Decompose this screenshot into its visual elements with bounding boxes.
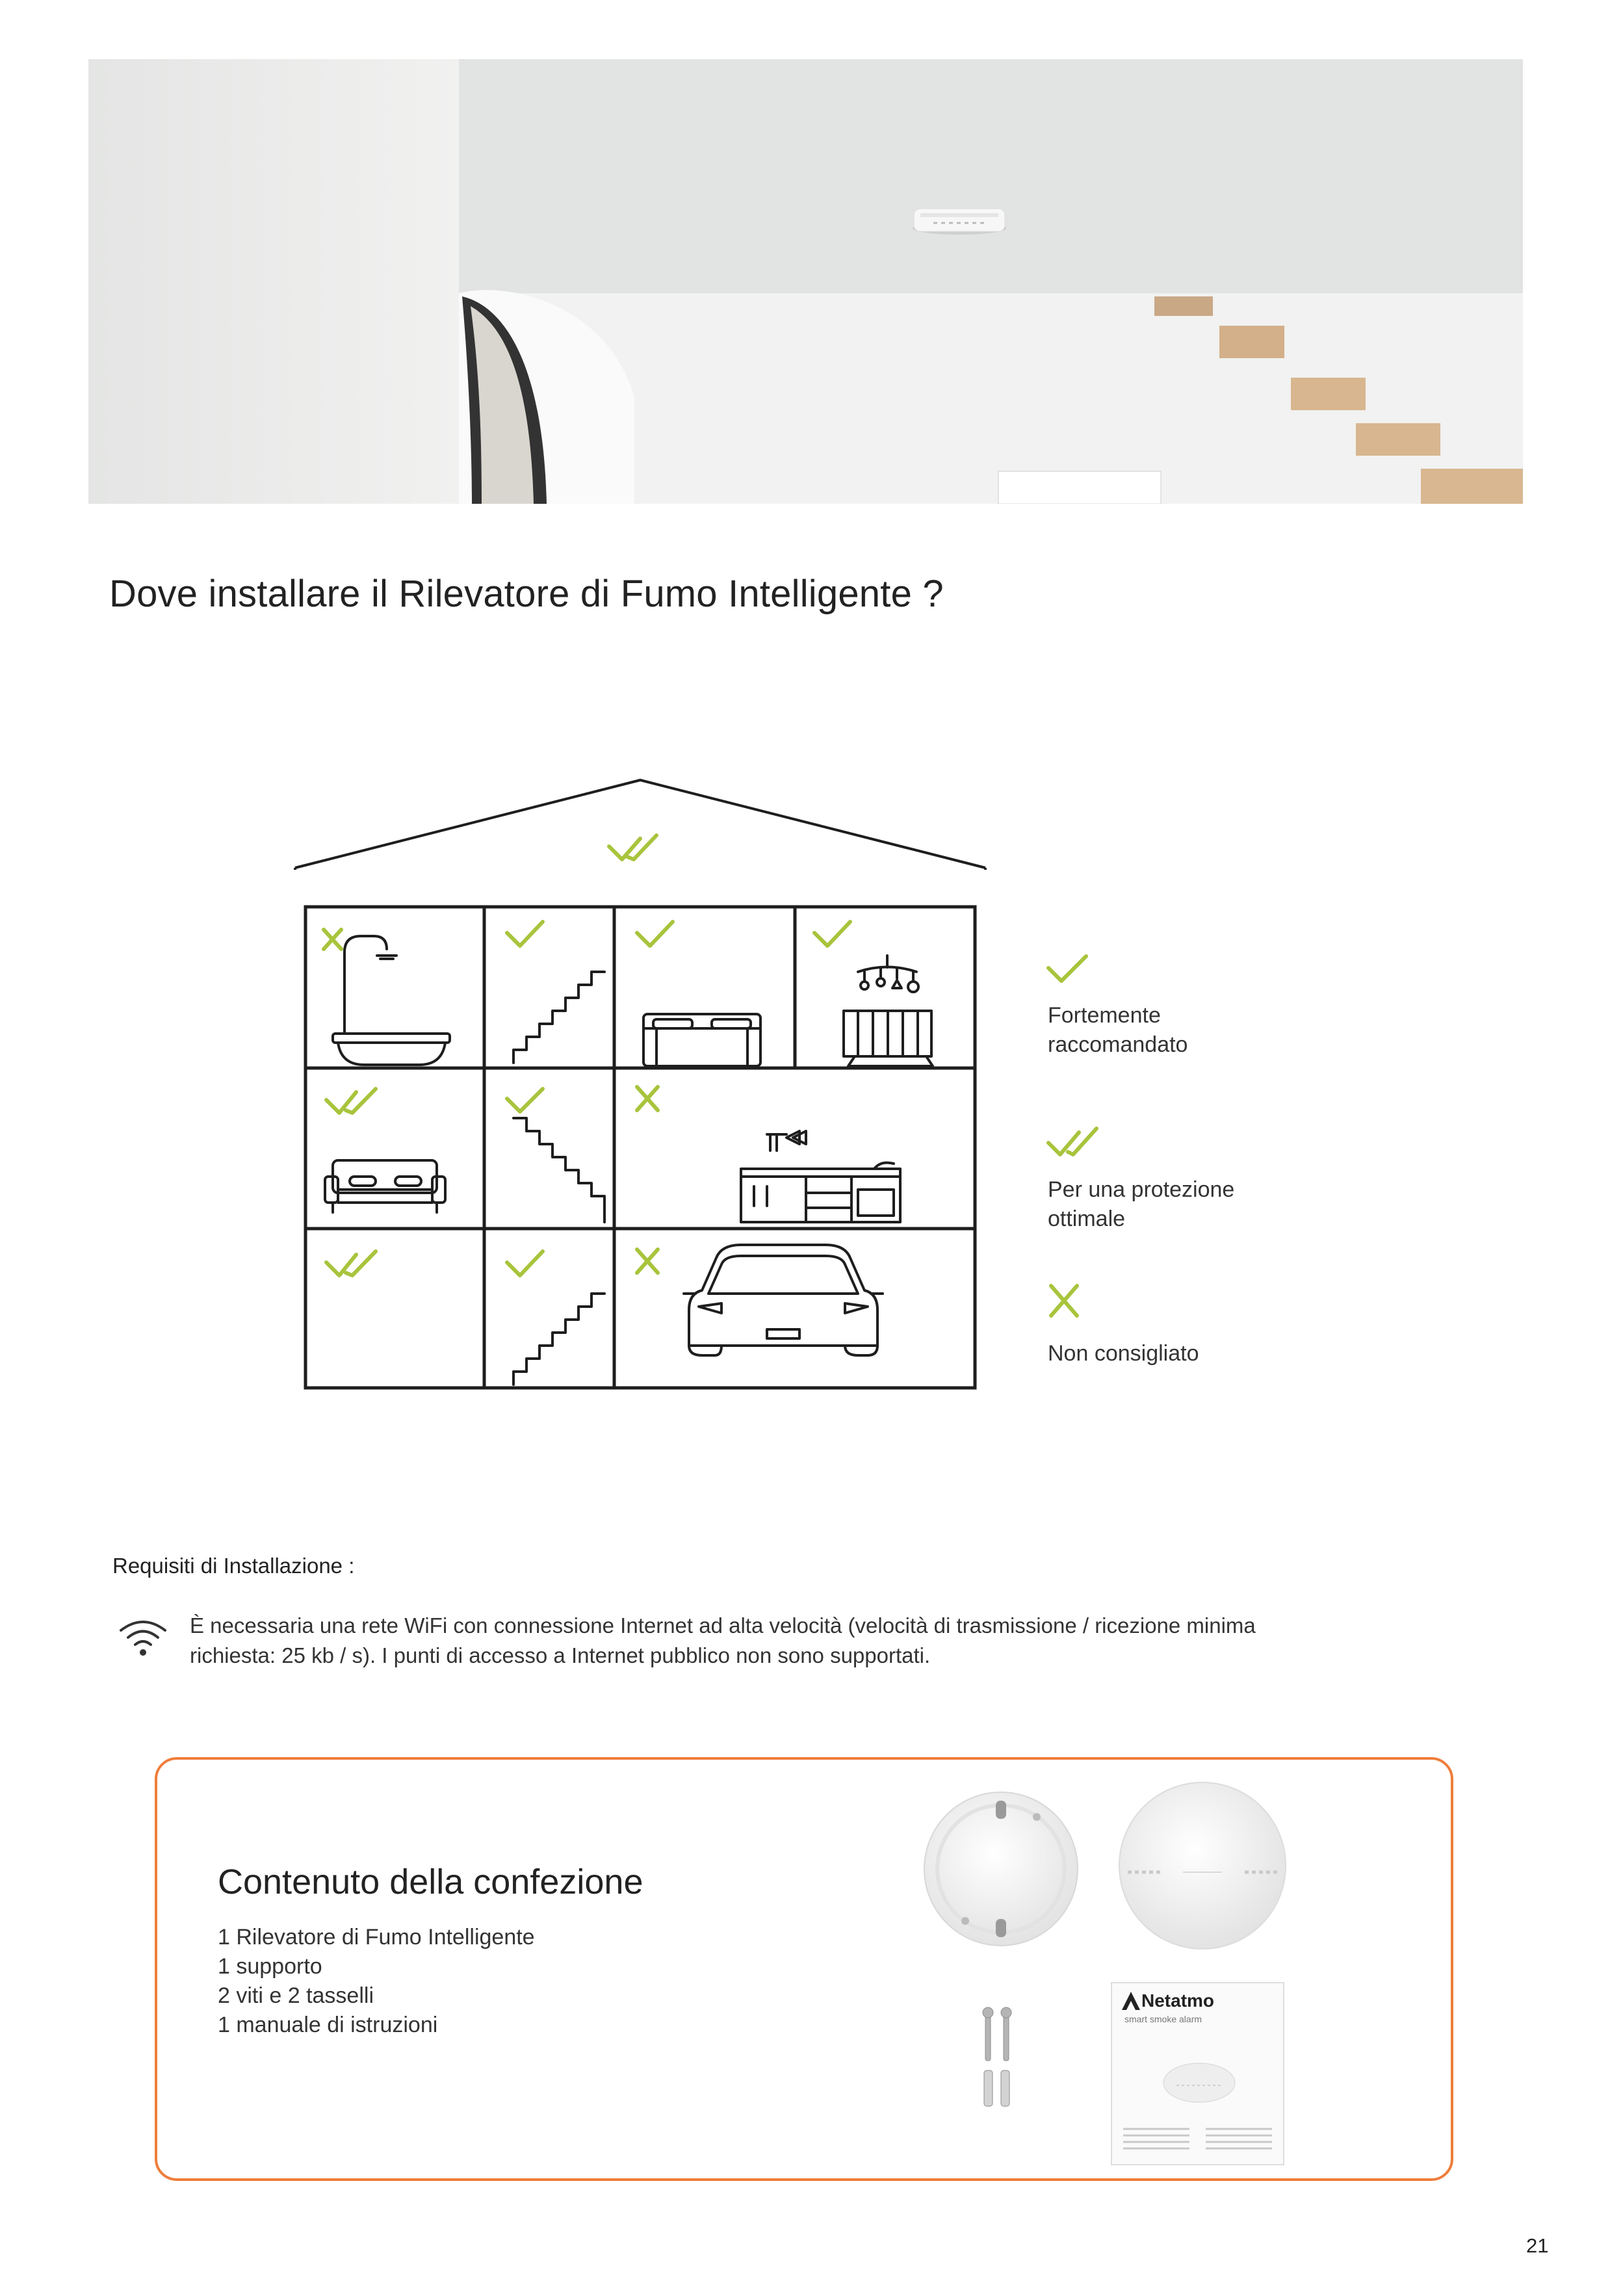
living-double-check-icon (326, 1089, 376, 1113)
attic-double-check-icon (609, 835, 656, 859)
crib-icon (844, 956, 933, 1066)
manual-brand: Netatmo (1141, 1990, 1215, 2011)
legend-label-optimal: Per una protezione ottimale (1048, 1177, 1235, 1231)
middle-stairs-icon (513, 1118, 604, 1222)
list-item: 2 viti e 2 tasselli (218, 1983, 374, 2008)
garage-cross-icon (637, 1249, 658, 1273)
page-number: 21 (1526, 2234, 1549, 2257)
lower-stairs-check-icon (507, 1251, 543, 1275)
basement-double-check-icon (326, 1251, 376, 1275)
kitchen-cross-icon (637, 1087, 658, 1110)
list-item: 1 supporto (218, 1954, 322, 1979)
kitchen-icon (741, 1131, 900, 1222)
package-products-photo (897, 1768, 1352, 2171)
hero-photo (88, 59, 1523, 504)
list-item: 1 manuale di istruzioni (218, 2013, 438, 2037)
package-list (218, 1923, 535, 2040)
manual-subtitle: smart smoke alarm (1124, 2014, 1202, 2024)
wifi-icon (117, 1617, 169, 1656)
lower-stairs-icon (513, 1294, 604, 1385)
upper-stairs-check-icon (507, 922, 543, 946)
middle-stairs-check-icon (507, 1089, 543, 1112)
page-title: Dove installare il Rilevatore di Fumo Intelligente ? (109, 573, 944, 615)
mounting-bracket (924, 1792, 1078, 1946)
double-check-icon (1043, 1118, 1102, 1164)
legend-label-recommended: Fortemente raccomandato (1048, 1003, 1188, 1057)
list-item: 1 Rilevatore di Fumo Intelligente (218, 1925, 535, 1950)
upper-stairs-icon (513, 972, 604, 1063)
single-check-icon (1043, 946, 1102, 991)
sofa-icon (325, 1160, 445, 1212)
package-title: Contenuto della confezione (218, 1862, 643, 1901)
smoke-alarm-device (1119, 1782, 1286, 1949)
bedroom-check-icon (637, 922, 673, 946)
bathtub-icon (333, 936, 450, 1065)
screws-and-anchors (983, 2007, 1011, 2106)
nursery-check-icon (814, 922, 850, 946)
bathroom-cross-icon (324, 930, 341, 949)
cross-icon (1043, 1281, 1102, 1326)
bed-icon (643, 1014, 760, 1066)
requirements-text: È necessaria una rete WiFi con connessione Internet ad alta velocità (velocità di trasmissione / ricezione minima richiesta: 25 kb / s). I punti di accesso a Internet pubblico non sono supportati. (190, 1613, 1256, 1667)
requirements-title: Requisiti di Installazione : (112, 1554, 355, 1578)
legend-label-not-recommended: Non consigliato (1048, 1341, 1199, 1366)
car-icon (684, 1245, 883, 1355)
house-diagram (286, 774, 1020, 1398)
